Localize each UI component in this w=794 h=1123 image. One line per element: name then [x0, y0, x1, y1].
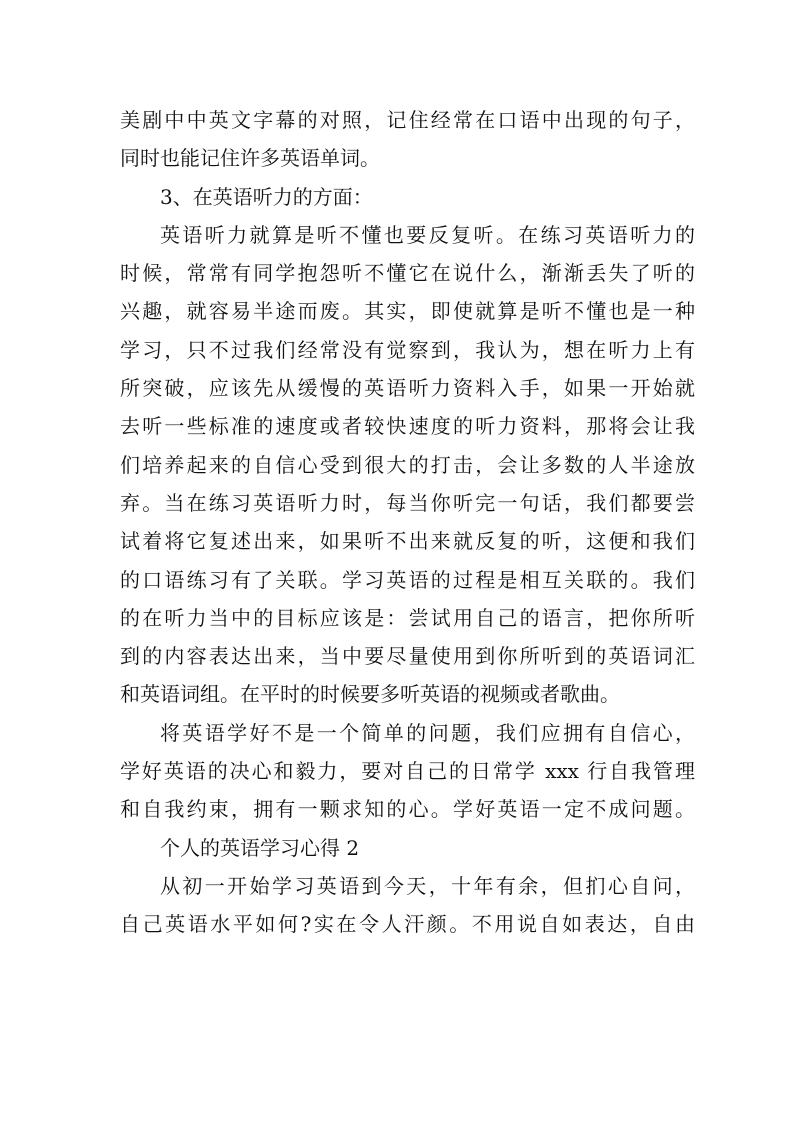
text-line: 去听一些标准的速度或者较快速度的听力资料，那将会让我 [120, 414, 695, 439]
text-line: 自己英语水平如何?实在令人汗颜。不用说自如表达，自由 [120, 912, 695, 937]
text-line: 美剧中中英文字幕的对照，记住经常在口语中出现的句子， [120, 108, 695, 132]
text-line: 试着将它复述出来，如果听不出来就反复的听，这便和我们 [120, 529, 695, 554]
paragraph-first-line: 英语听力就算是听不懂也要反复听。在练习英语听力的 [160, 222, 695, 247]
text-line: 们培养起来的自信心受到很大的打击，会让多数的人半途放 [120, 452, 695, 477]
text-line: 到的内容表达出来，当中要尽量使用到你所听到的英语词汇 [120, 644, 695, 669]
section-heading: 个人的英语学习心得 2 [160, 835, 360, 860]
text-line: 学习，只不过我们经常没有觉察到，我认为，想在听力上有 [120, 337, 695, 362]
text-line: 同时也能记住许多英语单词。 [120, 146, 380, 171]
text-line: 兴趣，就容易半途而废。其实，即使就算是听不懂也是一种 [120, 299, 695, 324]
paragraph-first-line: 从初一开始学习英语到今天，十年有余，但扪心自问， [160, 873, 695, 898]
text-line: 的在听力当中的目标应该是：尝试用自己的语言，把你所听 [120, 605, 695, 630]
section-heading: 3、在英语听力的方面： [160, 184, 373, 209]
text-line: 时候，常常有同学抱怨听不懂它在说什么，渐渐丢失了听的 [120, 261, 695, 286]
paragraph-first-line: 将英语学好不是一个简单的问题，我们应拥有自信心， [160, 720, 695, 745]
text-line: 和自我约束，拥有一颗求知的心。学好英语一定不成问题。 [120, 797, 695, 822]
text-line: 和英语词组。在平时的时候要多听英语的视频或者歌曲。 [120, 682, 620, 707]
text-line: 的口语练习有了关联。学习英语的过程是相互关联的。我们 [120, 567, 695, 592]
text-line: 弃。当在练习英语听力时，每当你听完一句话，我们都要尝 [120, 490, 695, 515]
document-body [120, 101, 695, 944]
text-line: 所突破，应该先从缓慢的英语听力资料入手，如果一开始就 [120, 376, 695, 401]
text-line: 学好英语的决心和毅力，要对自己的日常学 xxx 行自我管理 [120, 759, 695, 784]
